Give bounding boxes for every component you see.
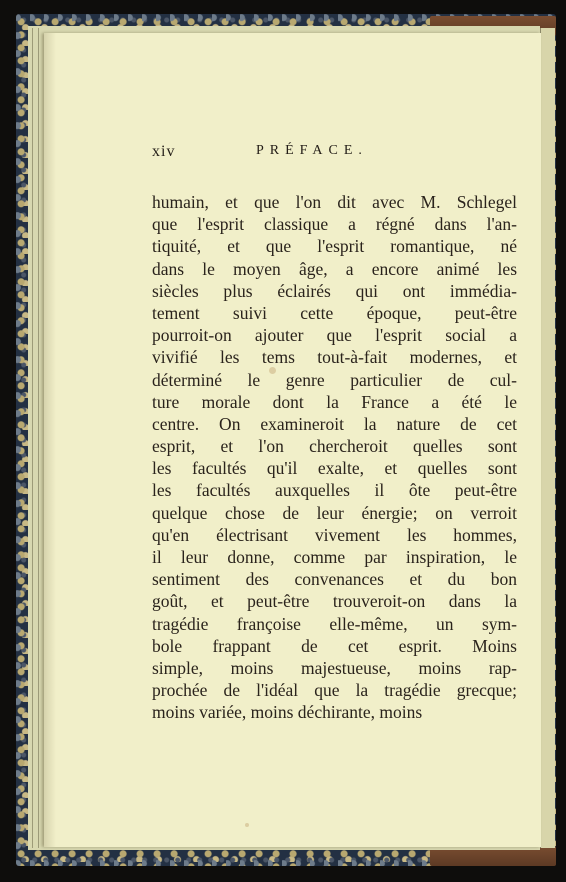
text-line: quelque chose de leur énergie; on verroit [152,502,517,523]
running-head [152,143,517,163]
text-line: tement suivi cette époque, peut-être [152,302,517,323]
text-line: goût, et peut-être trouveroit-on dans la [152,591,517,612]
text-line: centre. On examineroit la nature de cet [152,413,517,434]
text-line: les facultés qu'il exalte, et quelles sont [152,458,517,479]
text-line: ture morale dont la France a été le [152,391,517,412]
text-line: que l'esprit classique a régné dans l'an- [152,214,517,235]
text-line: simple, moins majestueuse, moins rap- [152,657,517,678]
book-page [44,33,541,847]
text-line: prochée de l'idéal que la tragédie grecque; [152,680,517,701]
text-line: humain, et que l'on dit avec M. Schlegel [152,192,517,212]
text-line: qu'en électrisant vivement les hommes, [152,524,517,545]
text-line: siècles plus éclairés qui ont immédia- [152,280,517,301]
section-title: PRÉFACE. [256,143,368,158]
foxing-spot [245,823,249,827]
text-line: tragédie françoise elle-même, un sym- [152,613,517,634]
text-line: bole frappant de cet esprit. Moins [152,635,517,656]
text-line: sentiment des convenances et du bon [152,569,517,590]
text-line: dans le moyen âge, a encore animé les [152,258,517,279]
text-line: les facultés auxquelles il ôte peut-être [152,480,517,501]
gutter-shadow [44,33,56,847]
back-page-edge [540,28,555,848]
page-number: xiv [152,143,176,160]
text-line: esprit, et l'on chercheroit quelles sont [152,436,517,457]
text-line: vivifié les tems tout-à-fait modernes, et [152,347,517,368]
body-text [152,191,517,724]
text-line: tiquité, et que l'esprit romantique, né [152,236,517,257]
text-line: déterminé le genre particulier de cul- [152,369,517,390]
text-line: pourroit-on ajouter que l'esprit social a [152,325,517,346]
foxing-spot [269,367,276,374]
text-line: moins variée, moins déchirante, moins [152,702,423,723]
text-line: il leur donne, comme par inspiration, le [152,547,517,567]
